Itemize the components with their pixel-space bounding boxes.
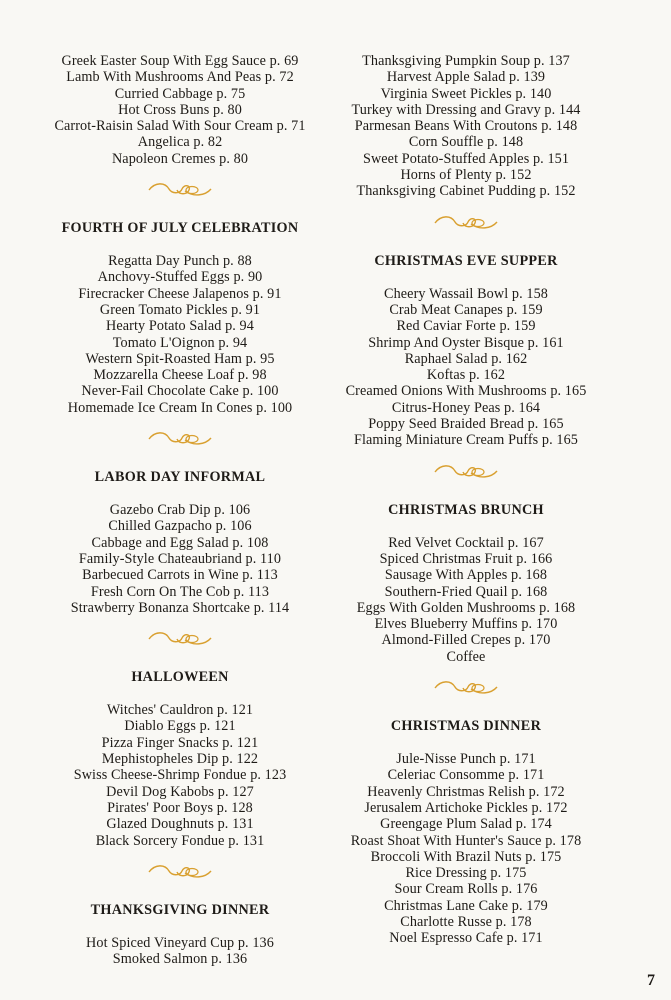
gold-scroll-flourish-icon (431, 463, 501, 481)
menu-section-halloween (20, 668, 340, 849)
menu-item: Horns of Plenty p. 152 (400, 167, 532, 184)
menu-item: Citrus-Honey Peas p. 164 (391, 399, 541, 416)
menu-item: Hot Spiced Vineyard Cup p. 136 (86, 934, 274, 951)
menu-item: Rice Dressing p. 175 (405, 865, 527, 882)
menu-item: Smoked Salmon p. 136 (112, 951, 248, 968)
section-heading: CHRISTMAS EVE SUPPER (374, 252, 558, 269)
menu-item: Southern-Fried Quail p. 168 (384, 583, 548, 600)
menu-item: Diablo Eggs p. 121 (124, 718, 236, 735)
menu-item: Mozzarella Cheese Loaf p. 98 (93, 367, 267, 384)
menu-item: Charlotte Russe p. 178 (400, 913, 532, 930)
menu-item: Eggs With Golden Mushrooms p. 168 (356, 599, 576, 616)
menu-item: Homemade Ice Cream In Cones p. 100 (67, 399, 293, 416)
menu-item: Hearty Potato Salad p. 94 (106, 318, 254, 335)
menu-item: Creamed Onions With Mushrooms p. 165 (345, 383, 587, 400)
menu-item: Pizza Finger Snacks p. 121 (101, 734, 259, 751)
menu-item: Flaming Miniature Cream Puffs p. 165 (353, 432, 578, 449)
menu-item: Thanksgiving Cabinet Pudding p. 152 (356, 183, 576, 200)
menu-item: Fresh Corn On The Cob p. 113 (90, 583, 270, 600)
menu-item: Thanksgiving Pumpkin Soup p. 137 (362, 53, 570, 69)
gold-scroll-flourish-icon (145, 630, 215, 648)
menu-item: Sweet Potato-Stuffed Apples p. 151 (362, 150, 570, 167)
right-column (306, 53, 626, 947)
menu-item: Noel Espresso Cafe p. 171 (389, 930, 543, 947)
menu-item: Red Velvet Cocktail p. 167 (388, 534, 544, 551)
menu-item: Crab Meat Canapes p. 159 (389, 301, 543, 318)
menu-item: Parmesan Beans With Croutons p. 148 (354, 118, 578, 135)
menu-item: Strawberry Bonanza Shortcake p. 114 (70, 599, 290, 616)
menu-item: Celeriac Consomme p. 171 (387, 767, 545, 784)
menu-item: Carrot-Raisin Salad With Sour Cream p. 71 (54, 118, 306, 135)
menu-item: Glazed Doughnuts p. 131 (106, 816, 254, 833)
menu-section-christmas-eve-supper (306, 252, 626, 449)
menu-item: Coffee (446, 648, 486, 665)
section-divider (20, 181, 340, 205)
menu-item: Chilled Gazpacho p. 106 (108, 518, 252, 535)
section-divider (306, 463, 626, 487)
menu-item: Witches' Cauldron p. 121 (106, 702, 254, 719)
menu-item: Cabbage and Egg Salad p. 108 (91, 534, 269, 551)
section-heading: THANKSGIVING DINNER (90, 901, 270, 918)
menu-item: Almond-Filled Crepes p. 170 (381, 632, 551, 649)
gold-scroll-flourish-icon (145, 430, 215, 448)
menu-item: Raphael Salad p. 162 (404, 350, 528, 367)
section-divider (306, 679, 626, 703)
section-heading: FOURTH OF JULY CELEBRATION (61, 220, 299, 237)
menu-item: Black Sorcery Fondue p. 131 (95, 832, 265, 849)
page-number: 7 (647, 972, 655, 989)
left-column (20, 53, 340, 967)
menu-item: Sausage With Apples p. 168 (384, 567, 548, 584)
menu-item: Greengage Plum Salad p. 174 (380, 816, 552, 833)
continued-menu-list (20, 53, 340, 167)
menu-item: Mephistopheles Dip p. 122 (101, 751, 259, 768)
menu-item: Heavenly Christmas Relish p. 172 (367, 783, 565, 800)
menu-item: Western Spit-Roasted Ham p. 95 (85, 350, 275, 367)
menu-item: Curried Cabbage p. 75 (114, 85, 246, 102)
menu-item: Koftas p. 162 (426, 367, 506, 384)
gold-scroll-flourish-icon (431, 679, 501, 697)
menu-item: Tomato L'Oignon p. 94 (112, 334, 248, 351)
menu-item: Family-Style Chateaubriand p. 110 (78, 550, 282, 567)
menu-section-labor-day (20, 468, 340, 616)
menu-item: Jule-Nisse Punch p. 171 (396, 751, 536, 768)
menu-item: Roast Shoat With Hunter's Sauce p. 178 (350, 832, 582, 849)
menu-item: Christmas Lane Cake p. 179 (384, 897, 548, 914)
section-heading: CHRISTMAS BRUNCH (388, 501, 544, 518)
menu-item: Pirates' Poor Boys p. 128 (107, 799, 253, 816)
menu-item: Red Caviar Forte p. 159 (396, 318, 536, 335)
menu-item: Spiced Christmas Fruit p. 166 (379, 550, 553, 567)
section-heading: CHRISTMAS DINNER (390, 718, 542, 735)
gold-scroll-flourish-icon (145, 181, 215, 199)
menu-item: Turkey with Dressing and Gravy p. 144 (351, 101, 581, 118)
section-heading: LABOR DAY INFORMAL (94, 469, 266, 486)
menu-item: Jerusalem Artichoke Pickles p. 172 (364, 799, 568, 816)
menu-item: Firecracker Cheese Jalapenos p. 91 (78, 285, 282, 302)
menu-item: Barbecued Carrots in Wine p. 113 (82, 567, 278, 584)
menu-item: Lamb With Mushrooms And Peas p. 72 (66, 69, 294, 86)
section-divider (20, 430, 340, 454)
menu-item: Sour Cream Rolls p. 176 (394, 881, 538, 898)
menu-item: Napoleon Cremes p. 80 (111, 150, 249, 167)
menu-item: Broccoli With Brazil Nuts p. 175 (370, 848, 562, 865)
section-divider (20, 863, 340, 887)
menu-item: Anchovy-Stuffed Eggs p. 90 (97, 269, 263, 286)
menu-section-christmas-brunch (306, 501, 626, 665)
menu-item: Never-Fail Chocolate Cake p. 100 (81, 383, 279, 400)
menu-item: Cheery Wassail Bowl p. 158 (384, 285, 548, 302)
menu-item: Green Tomato Pickles p. 91 (99, 301, 261, 318)
menu-item: Elves Blueberry Muffins p. 170 (374, 616, 558, 633)
menu-item: Devil Dog Kabobs p. 127 (106, 783, 254, 800)
menu-item: Poppy Seed Braided Bread p. 165 (368, 416, 564, 433)
menu-item: Harvest Apple Salad p. 139 (386, 69, 546, 86)
menu-section-fourth-of-july (20, 219, 340, 416)
menu-item: Greek Easter Soup With Egg Sauce p. 69 (61, 53, 299, 69)
menu-item: Shrimp And Oyster Bisque p. 161 (368, 334, 564, 351)
menu-item: Angelica p. 82 (137, 134, 223, 151)
menu-item: Corn Souffle p. 148 (408, 134, 524, 151)
menu-item: Gazebo Crab Dip p. 106 (109, 502, 251, 519)
section-divider (20, 630, 340, 654)
menu-item: Regatta Day Punch p. 88 (108, 253, 252, 270)
section-heading: HALLOWEEN (131, 669, 229, 686)
gold-scroll-flourish-icon (145, 863, 215, 881)
continued-menu-list (306, 53, 626, 200)
menu-item: Hot Cross Buns p. 80 (118, 101, 242, 118)
menu-section-thanksgiving-dinner (20, 901, 340, 968)
section-divider (306, 214, 626, 238)
gold-scroll-flourish-icon (431, 214, 501, 232)
menu-item: Swiss Cheese-Shrimp Fondue p. 123 (73, 767, 287, 784)
menu-section-christmas-dinner (306, 717, 626, 947)
menu-item: Virginia Sweet Pickles p. 140 (380, 85, 552, 102)
